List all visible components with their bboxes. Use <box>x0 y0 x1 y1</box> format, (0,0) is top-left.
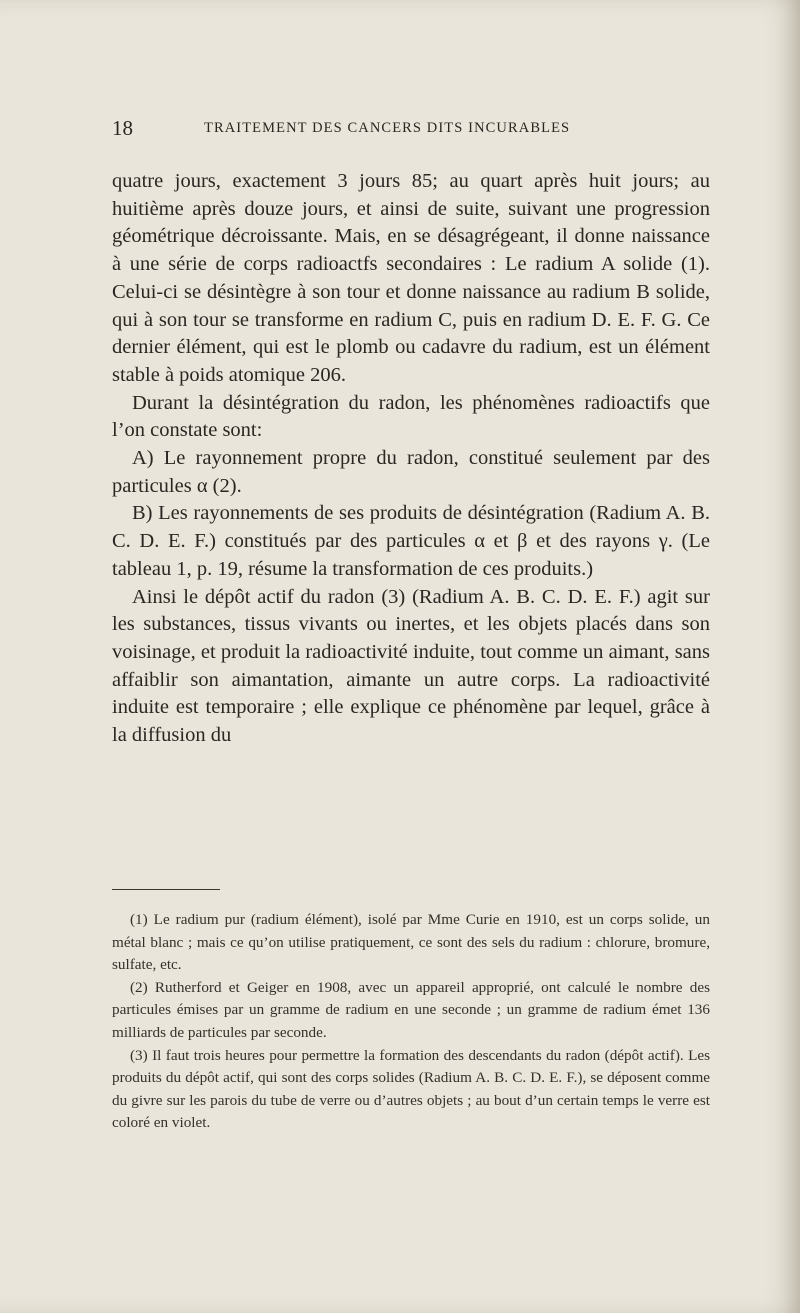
footnote-divider <box>112 889 220 890</box>
paragraph-4: B) Les rayonnements de ses produits de désintégration (Radium A. B. C. D. E. F.) constitués par des particules α et β et des rayons γ. (Le tableau 1, p. 19, résume la transformation de ces produits.) <box>112 502 710 580</box>
paragraph-2: Durant la désintégration du radon, les phénomènes radioactifs que l’on constate sont: <box>112 391 710 442</box>
paragraph-1: quatre jours, exactement 3 jours 85; au quart après huit jours; au huitième après douze jours, et ainsi de suite, suivant une progression géométrique décroissante. Mais, en se désagrégeant, il donne naissance à une série de corps radioactfs secondaires : Le radium A solide (1). Celui-ci se désintègre à son tour et donne naissance au radium B solide, qui à son tour se transforme en radium C, puis en radium D. E. F. G. Ce dernier élément, qui est le plomb ou cadavre du radium, est un élément stable à poids atomique 206. <box>112 170 710 386</box>
footnote-2: (2) Rutherford et Geiger en 1908, avec un appareil approprié, ont calculé le nombre des particules émises par un gramme de radium en une seconde ; un gramme de radium émet 136 milliards de particules par seconde. <box>112 978 710 1041</box>
footnote-3: (3) Il faut trois heures pour permettre la formation des descendants du radon (dépôt actif). Les produits du dépôt actif, qui sont des corps solides (Radium A. B. C. D. E. F.), se déposent comme du givre sur les parois du tube de verre ou d’autres objets ; au bout d’un certain temps le verre est coloré en violet. <box>112 1046 710 1132</box>
body-text <box>112 168 710 750</box>
page-number: 18 <box>112 116 133 140</box>
paragraph-3: A) Le rayonnement propre du radon, constitué seulement par des particules α (2). <box>112 447 710 497</box>
paragraph-5: Ainsi le dépôt actif du radon (3) (Radium A. B. C. D. E. F.) agit sur les substances, tissus vivants ou inertes, et les objets placés dans son voisinage, et produit la radioactivité induite, tout comme un aimant, sans affaiblir son aimantation, aimante un autre corps. La radioactivité induite est temporaire ; elle explique ce phénomène par lequel, grâce à la diffusion du <box>112 585 710 747</box>
footnote-1: (1) Le radium pur (radium élément), isolé par Mme Curie en 1910, est un corps solide, un métal blanc ; mais ce qu’on utilise pratiquement, ce sont des sels du radium : chlorure, bromure, sulfate, etc. <box>112 911 710 974</box>
running-header <box>112 116 716 146</box>
running-title: TRAITEMENT DES CANCERS DITS INCURABLES <box>204 120 571 136</box>
footnotes <box>112 909 710 1135</box>
